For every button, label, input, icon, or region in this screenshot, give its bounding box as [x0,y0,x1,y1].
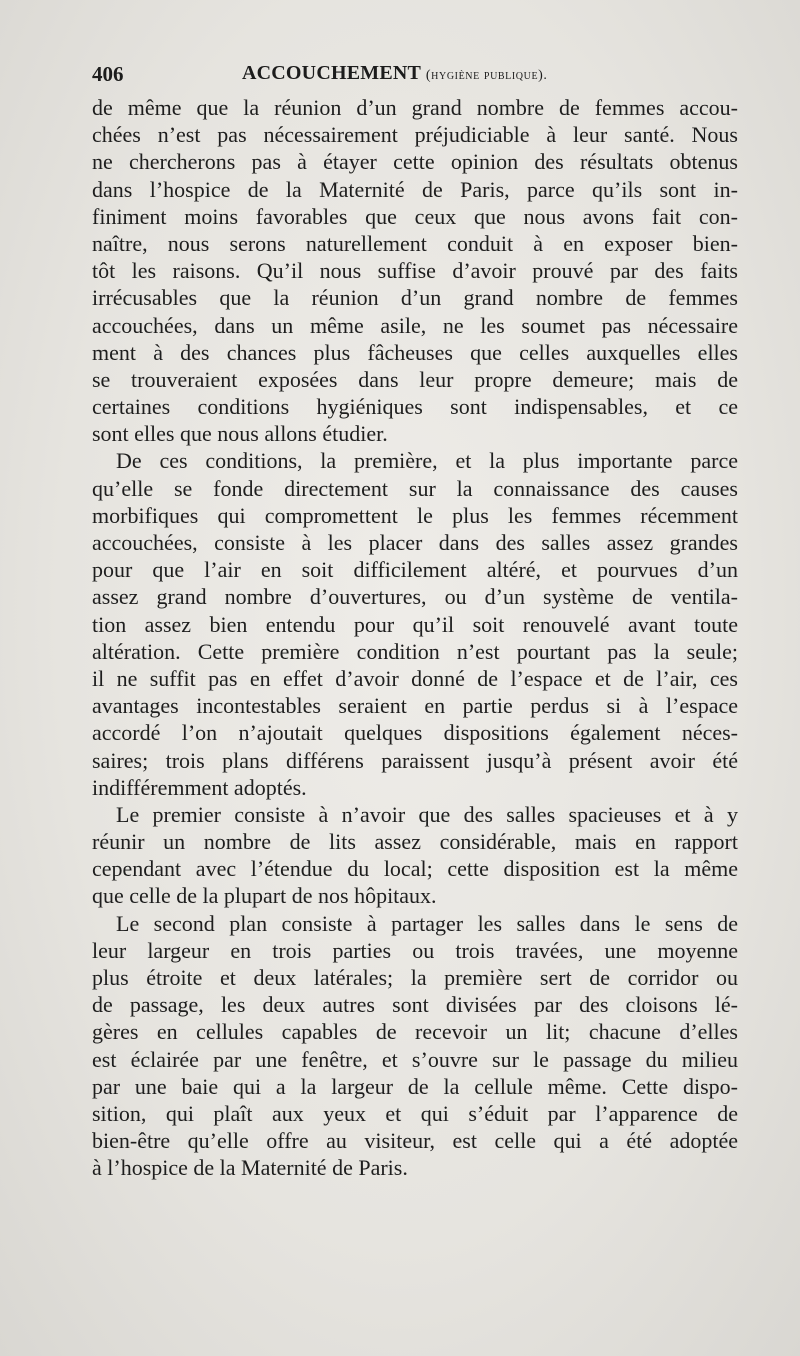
text-line: par une baie qui a la largeur de la cellule même. Cette dispo- [92,1073,738,1099]
text-line: de même que la réunion d’un grand nombre de femmes accou- [92,95,738,120]
text-line: que celle de la plupart de nos hôpitaux. [92,883,437,909]
text-line: tion assez bien entendu pour qu’il soit renouvelé avant toute [92,611,738,637]
text-line: assez grand nombre d’ouvertures, ou d’un système de ventila- [92,584,738,610]
text-line: Le premier consiste à n’avoir que des salles spacieuses et à y [116,801,738,827]
paragraph [92,447,738,800]
text-line: dans l’hospice de la Maternité de Paris, parce qu’ils sont in- [92,176,738,202]
text-line: gères en cellules capables de recevoir un lit; chacune d’elles [92,1019,738,1045]
text-line: certaines conditions hygiéniques sont indispensables, et ce [92,394,738,420]
body-text [92,94,738,1182]
text-line: qu’elle se fonde directement sur la connaissance des causes [92,475,738,501]
text-line: cependant avec l’étendue du local; cette disposition est la même [92,856,738,882]
text-line: accouchées, consiste à les placer dans des salles assez grandes [92,530,738,555]
text-line: morbifiques qui compromettent le plus les femmes récemment [92,502,738,528]
text-line: réunir un nombre de lits assez considérable, mais en rapport [92,829,738,855]
text-line: ment à des chances plus fâcheuses que celles auxquelles elles [92,339,738,365]
text-line: il ne suffit pas en effet d’avoir donné de l’espace et de l’air, ces [92,665,738,691]
text-line: De ces conditions, la première, et la plus importante parce [116,448,738,474]
text-line: avantages incontestables seraient en partie perdus si à l’espace [92,693,738,719]
text-line: à l’hospice de la Maternité de Paris. [92,1155,408,1181]
running-title [242,62,548,85]
text-line: de passage, les deux autres sont divisées par des cloisons lé- [92,992,738,1018]
text-line: finiment moins favorables que ceux que nous avons fait con- [92,203,738,229]
text-line: se trouveraient exposées dans leur propre demeure; mais de [92,366,738,392]
running-head [92,62,732,90]
text-line: indifféremment adoptés. [92,774,307,800]
paragraph [92,94,738,447]
text-line: saires; trois plans différens paraissent jusqu’à présent avoir été [92,747,738,773]
text-line: tôt les raisons. Qu’il nous suffise d’avoir prouvé par des faits [92,258,738,284]
text-line: ne chercherons pas à étayer cette opinion des résultats obtenus [92,149,738,175]
text-line: sont elles que nous allons étudier. [92,421,388,447]
page-number: 406 [92,62,124,86]
text-line: chées n’est pas nécessairement préjudiciable à leur santé. Nous [92,122,738,148]
text-line: sition, qui plaît aux yeux et qui s’éduit par l’apparence de [92,1100,738,1126]
running-title-main: ACCOUCHEMENT [242,62,421,84]
paragraph [92,801,738,910]
text-line: est éclairée par une fenêtre, et s’ouvre sur le passage du milieu [92,1046,738,1072]
text-line: accordé l’on n’ajoutait quelques dispositions également néces- [92,720,738,746]
text-line: irrécusables que la réunion d’un grand nombre de femmes [92,285,738,311]
text-line: accouchées, dans un même asile, ne les soumet pas nécessaire [92,312,738,338]
text-line: pour que l’air en soit difficilement altéré, et pourvues d’un [92,557,738,583]
text-line: bien-être qu’elle offre au visiteur, est celle qui a été adoptée [92,1128,738,1154]
running-title-subtitle: (hygiène publique). [425,68,548,83]
text-line: plus étroite et deux latérales; la première sert de corridor ou [92,965,738,990]
text-line: Le second plan consiste à partager les salles dans le sens de [116,910,738,936]
text-line: altération. Cette première condition n’est pourtant pas la seule; [92,638,738,664]
text-line: naître, nous serons naturellement conduit à en exposer bien- [92,230,738,256]
text-line: leur largeur en trois parties ou trois travées, une moyenne [92,937,738,963]
paragraph [92,910,738,1182]
